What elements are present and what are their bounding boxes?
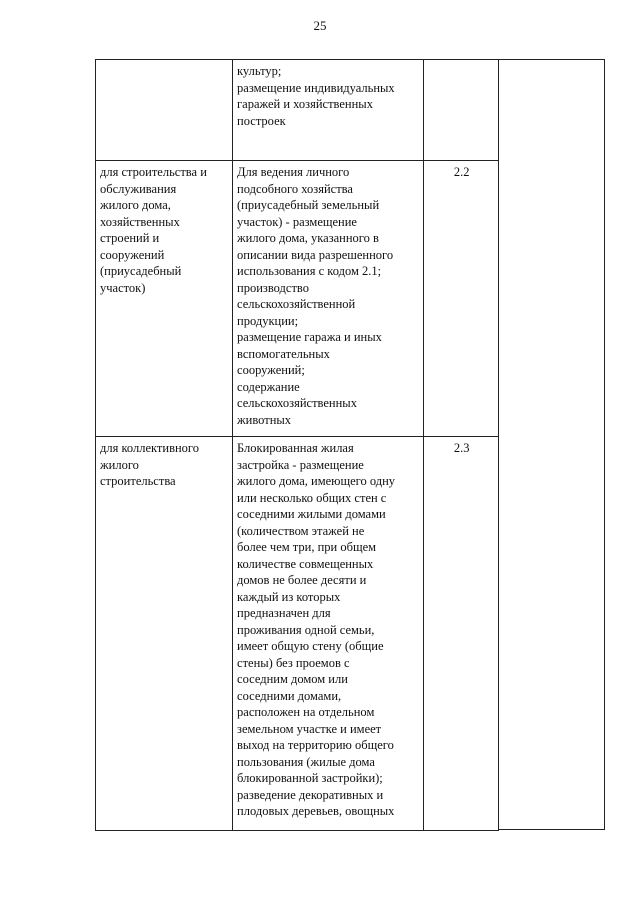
description-line: сооружений; — [237, 363, 305, 377]
name-line: строений и — [100, 231, 160, 245]
description-line: разведение декоративных и — [237, 787, 384, 802]
table-row — [96, 437, 499, 831]
name-line: для строительства и — [100, 165, 207, 179]
description-line: выход на территорию общего — [237, 738, 394, 752]
description-line: описании вида разрешенного — [237, 247, 394, 262]
page-number: 25 — [313, 18, 327, 33]
name-line: участок) — [100, 280, 146, 295]
description-line: пользования (жилые дома — [237, 754, 375, 769]
description-line: имеет общую стену (общие — [237, 639, 384, 653]
description-line: участок) - размещение — [237, 214, 357, 229]
name-line: хозяйственных — [100, 214, 180, 229]
land-use-description-cell — [233, 437, 424, 831]
description-line: содержание — [237, 379, 300, 394]
land-use-code-cell — [424, 161, 499, 437]
description-line: соседним домом или — [237, 672, 348, 686]
description-line: сельскохозяйственных — [237, 396, 357, 410]
name-line: жилого — [100, 457, 139, 472]
table-top-edge-extension — [499, 59, 605, 60]
land-use-code-cell — [424, 60, 499, 161]
name-line: сооружений — [100, 247, 165, 262]
description-line: культур; — [237, 64, 282, 78]
description-line: блокированной застройки); — [237, 771, 383, 785]
zoning-table — [95, 59, 499, 831]
description-line: или несколько общих стен с — [237, 490, 387, 505]
description-line: земельном участке и имеет — [237, 721, 382, 736]
description-line: (приусадебный земельный — [237, 198, 380, 212]
description-line: плодовых деревьев, овощных — [237, 804, 395, 818]
name-line: жилого дома, — [100, 198, 171, 212]
land-use-name-cell — [96, 161, 233, 437]
name-line: (приусадебный — [100, 264, 182, 278]
description-line: стены) без проемов с — [237, 655, 350, 670]
description-line: построек — [237, 113, 286, 128]
land-use-name-cell — [96, 60, 233, 161]
land-use-code-cell — [424, 437, 499, 831]
name-line: строительства — [100, 474, 176, 488]
description-line: размещение индивидуальных — [237, 80, 395, 95]
description-line: Блокированная жилая — [237, 441, 354, 455]
description-line: гаражей и хозяйственных — [237, 97, 373, 111]
land-use-code: 2.3 — [453, 441, 470, 455]
description-line: расположен на отдельном — [237, 705, 375, 719]
land-use-name-cell — [96, 437, 233, 831]
description-line: использования с кодом 2.1; — [237, 264, 382, 278]
description-line: производство — [237, 280, 309, 295]
description-line: домов не более десяти и — [237, 573, 367, 587]
description-line: проживания одной семьи, — [237, 622, 375, 637]
description-line: каждый из которых — [237, 589, 341, 604]
description-line: более чем три, при общем — [237, 540, 377, 554]
description-line: подсобного хозяйства — [237, 181, 353, 196]
description-line: жилого дома, указанного в — [237, 231, 379, 245]
description-line: продукции; — [237, 313, 299, 328]
description-line: вспомогательных — [237, 346, 330, 361]
description-line: Для ведения личного — [237, 165, 350, 179]
name-line: для коллективного — [100, 441, 199, 455]
table-right-edge — [604, 59, 605, 830]
land-use-description-cell — [233, 161, 424, 437]
description-line: застройка - размещение — [237, 457, 364, 472]
description-line: количестве совмещенных — [237, 556, 374, 571]
table-bottom-edge-extension — [499, 829, 605, 830]
description-line: предназначен для — [237, 606, 331, 620]
description-line: жилого дома, имеющего одну — [237, 474, 396, 488]
table-row — [96, 161, 499, 437]
name-line: обслуживания — [100, 181, 177, 196]
description-line: (количеством этажей не — [237, 523, 365, 538]
land-use-description-cell — [233, 60, 424, 161]
table-row — [96, 60, 499, 161]
description-line: размещение гаража и иных — [237, 330, 382, 344]
description-line: соседними жилыми домами — [237, 507, 386, 521]
description-line: соседними домами, — [237, 688, 342, 703]
land-use-code: 2.2 — [453, 165, 470, 179]
description-line: сельскохозяйственной — [237, 297, 356, 311]
description-line: животных — [237, 412, 292, 427]
